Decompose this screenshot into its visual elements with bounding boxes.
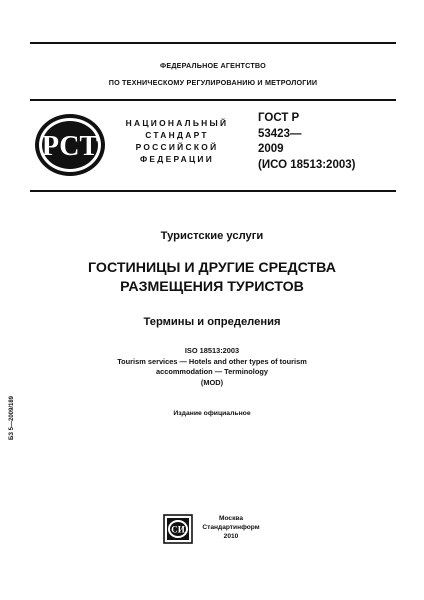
national-line-3: РОССИЙСКОЙ	[135, 142, 219, 152]
title-line-2: РАЗМЕЩЕНИЯ ТУРИСТОВ	[120, 279, 304, 295]
document-subtitle: Туристские услуги	[160, 230, 264, 242]
agency-line-1: ФЕДЕРАЛЬНОЕ АГЕНТСТВО	[160, 61, 266, 70]
iso-line-1: ISO 18513:2003	[184, 346, 240, 355]
gost-line-4: (ИСО 18513:2003)	[258, 158, 356, 171]
iso-line-3: accommodation — Terminology	[156, 367, 268, 376]
top-rule	[30, 42, 396, 44]
side-code-text: БЗ 5—2009/189	[9, 395, 15, 440]
standard-rule	[30, 190, 396, 192]
rst-conformity-mark-icon	[34, 113, 106, 177]
national-line-2: СТАНДАРТ	[145, 130, 209, 140]
iso-line-2: Tourism services — Hotels and other types of tourism	[117, 356, 307, 366]
standartinform-logo-icon	[163, 514, 193, 544]
national-line-4: ФЕДЕРАЦИИ	[139, 154, 215, 164]
title-line-1: ГОСТИНИЦЫ И ДРУГИЕ СРЕДСТВА	[88, 260, 336, 276]
edition-label: Издание официальное	[173, 410, 251, 417]
national-line-1: НАЦИОНАЛЬНЫЙ	[125, 118, 229, 128]
publisher-city: Москва	[218, 515, 244, 522]
iso-line-4: (MOD)	[200, 377, 224, 387]
header-rule	[30, 99, 396, 101]
publisher-year: 2010	[223, 532, 239, 540]
document-terms: Термины и определения	[143, 316, 281, 328]
national-standard-label	[112, 117, 242, 165]
document-title	[0, 259, 424, 297]
svg-text:СИ: СИ	[171, 524, 185, 535]
iso-reference	[0, 346, 424, 388]
publisher-name: Стандартинформ	[202, 523, 260, 531]
publisher-block	[196, 515, 266, 541]
gost-number	[258, 111, 355, 173]
gost-line-1: ГОСТ Р	[258, 112, 300, 124]
gost-line-3: 2009	[258, 143, 284, 155]
gost-line-2: 53423—	[258, 127, 302, 140]
agency-line-2: ПО ТЕХНИЧЕСКОМУ РЕГУЛИРОВАНИЮ И МЕТРОЛОГИИ	[108, 78, 318, 87]
svg-text:РСТ: РСТ	[41, 131, 99, 162]
